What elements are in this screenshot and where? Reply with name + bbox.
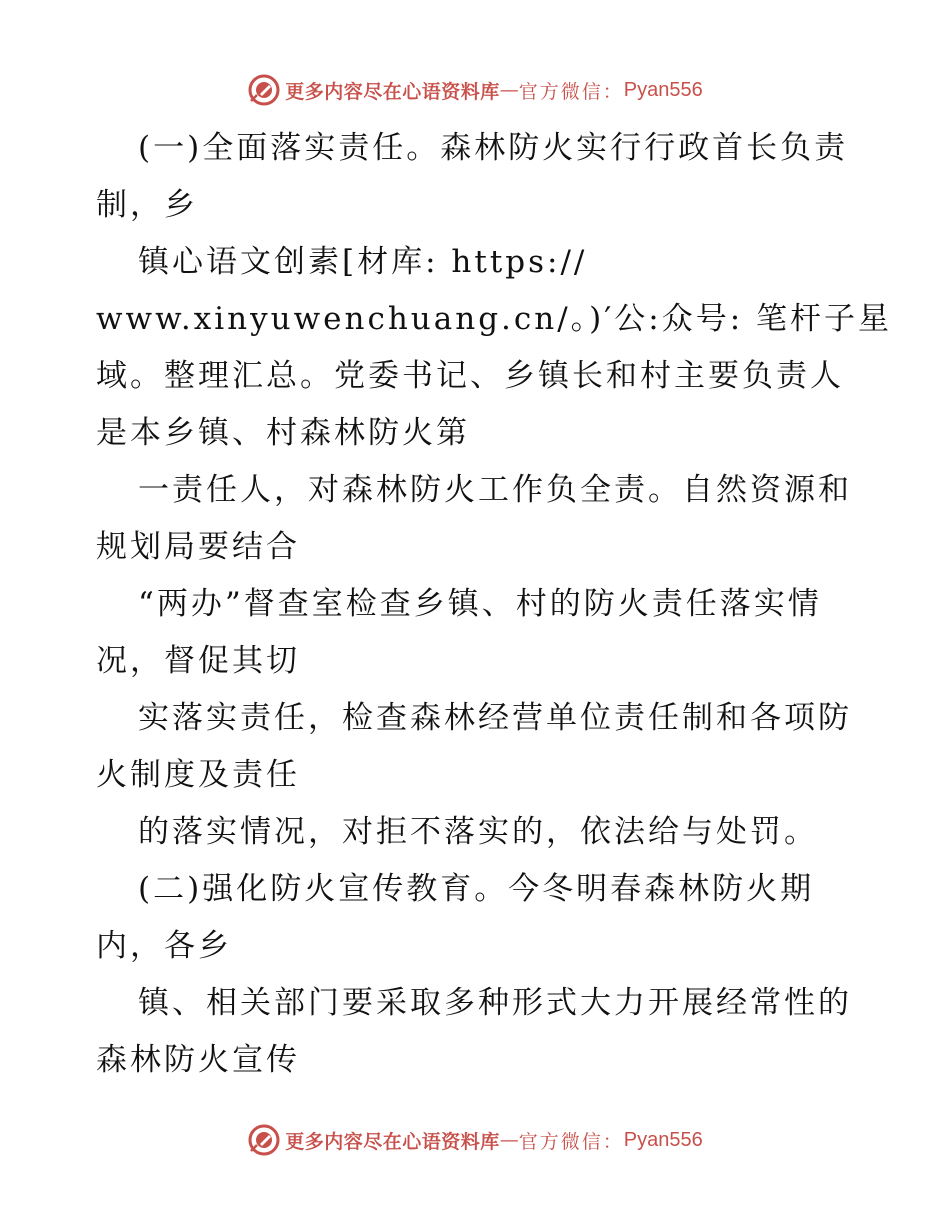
header-dash: — — [499, 79, 519, 101]
text-line: www.xinyuwenchuang.cn/。)′公:众号: 笔杆子星 — [96, 301, 893, 337]
text-line: 火制度及责任 — [96, 757, 300, 793]
text-line: 况，督促其切 — [96, 643, 300, 679]
text-line: 一责任人，对森林防火工作负全责。自然资源和 — [138, 472, 852, 508]
text-line: 制，乡 — [96, 187, 198, 223]
footer-text: 更多内容尽在心语资料库 — [285, 1130, 500, 1153]
pen-circle-logo-icon — [247, 73, 281, 107]
footer-banner — [0, 1120, 950, 1160]
pen-circle-logo-icon — [247, 1123, 281, 1157]
text-line: 域。整理汇总。党委书记、乡镇长和村主要负责人 — [96, 358, 844, 394]
text-line: (二)强化防火宣传教育。今冬明春森林防火期 — [138, 871, 815, 907]
document-body — [96, 120, 893, 1089]
text-line: 镇心语文创素[材库: https:// — [138, 244, 588, 280]
text-line: 森林防火宣传 — [96, 1042, 300, 1078]
footer-wechat-label: 官方微信： — [518, 1130, 624, 1153]
header-wechat-id: Pyan556 — [623, 78, 703, 101]
text-line: 实落实责任，检查森林经营单位责任制和各项防 — [138, 700, 852, 736]
text-line: 的落实情况，对拒不落实的，依法给与处罚。 — [138, 814, 818, 850]
text-line: 规划局要结合 — [96, 529, 300, 565]
text-line: 内，各乡 — [96, 928, 232, 964]
footer-wechat-id: Pyan556 — [623, 1128, 703, 1151]
footer-dash: — — [499, 1129, 519, 1151]
text-line: (一)全面落实责任。森林防火实行行政首长负责 — [138, 130, 849, 166]
text-line: “两办”督查室检查乡镇、村的防火责任落实情 — [138, 586, 822, 622]
header-text: 更多内容尽在心语资料库 — [285, 80, 500, 103]
text-line: 是本乡镇、村森林防火第 — [96, 415, 470, 451]
header-banner — [0, 70, 950, 110]
header-wechat-label: 官方微信： — [518, 80, 624, 103]
text-line: 镇、相关部门要采取多种形式大力开展经常性的 — [138, 985, 852, 1021]
